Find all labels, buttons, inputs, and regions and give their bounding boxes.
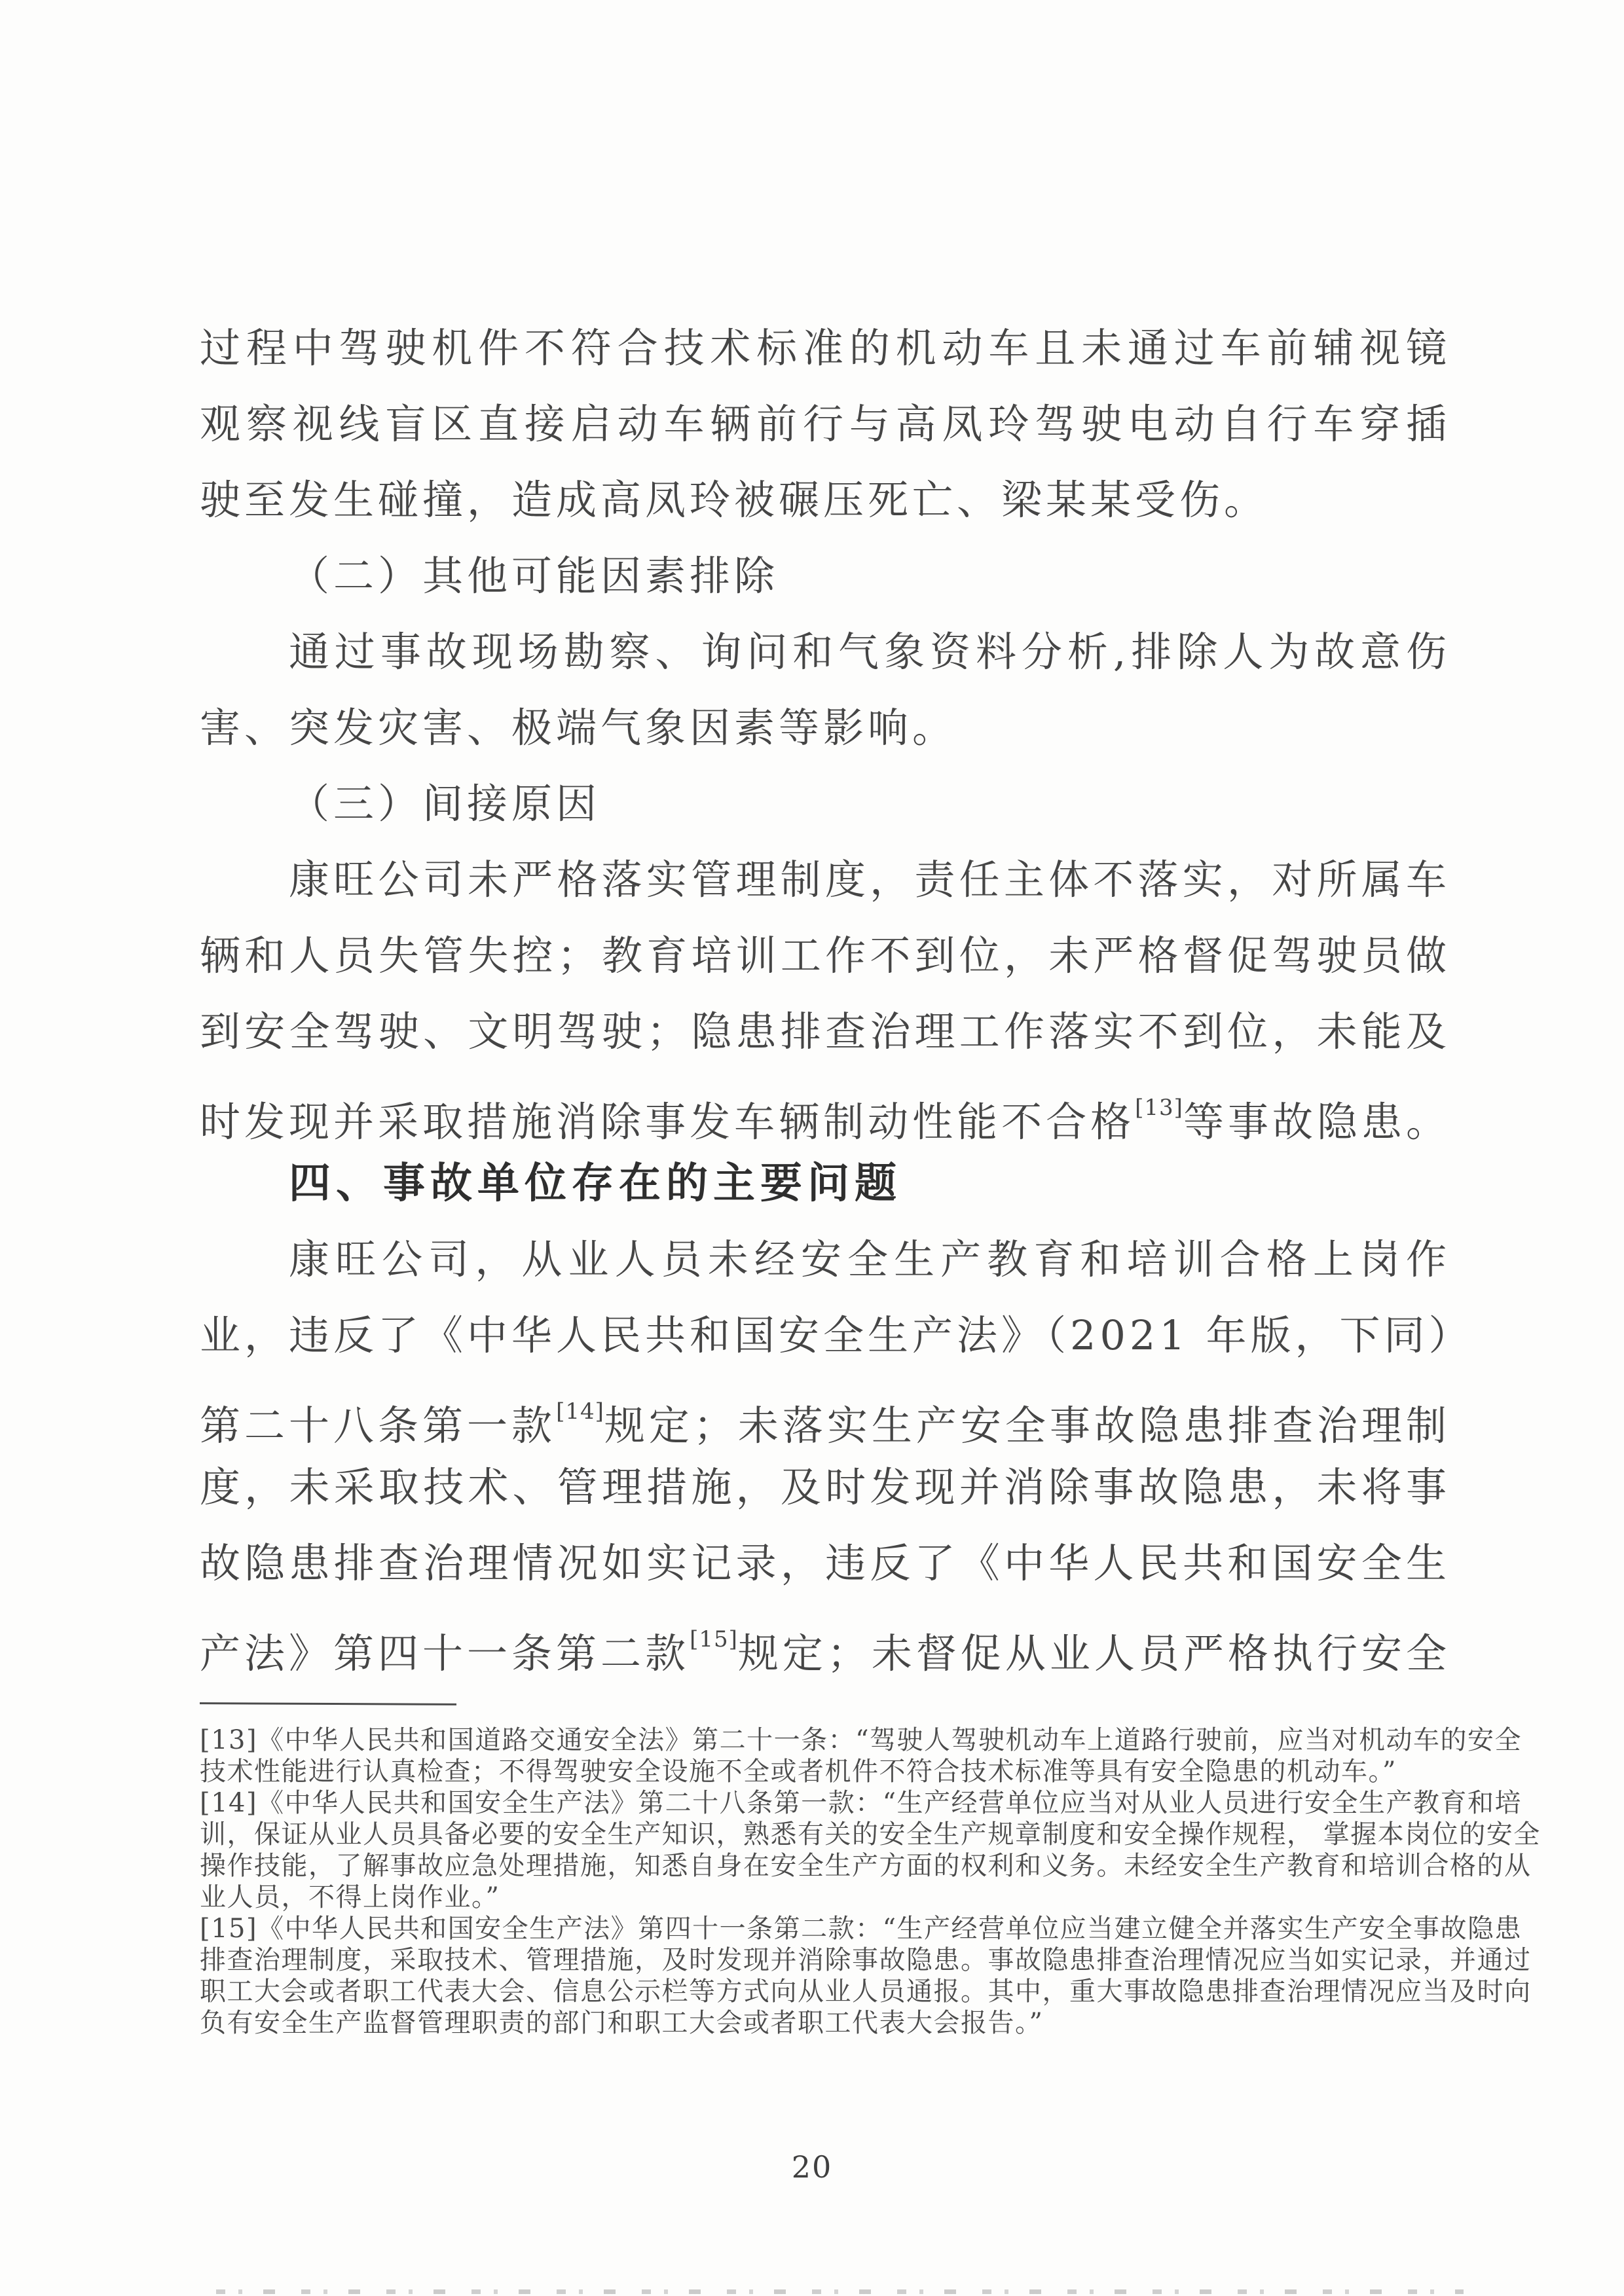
scan-artifact-strip [216, 2289, 1464, 2294]
body-line-text: 第二十八条第一款 [200, 1402, 557, 1449]
body-line: 康旺公司未严格落实管理制度，责任主体不落实，对所属车 [289, 856, 1450, 903]
footnote-line: 操作技能，了解事故应急处理措施，知悉自身在安全生产方面的权利和义务。未经安全生产教育和培训合格的从 [200, 1851, 1532, 1881]
footnote-line: 职工大会或者职工代表大会、信息公示栏等方式向从业人员通报。其中，重大事故隐患排查治理情况应当及时向 [200, 1977, 1532, 2007]
body-line: 观察视线盲区直接启动车辆前行与高凤玲驾驶电动自行车穿插 [200, 400, 1450, 448]
subsection-heading: （三）间接原因 [289, 780, 601, 828]
footnotes-block [200, 1724, 1541, 2039]
body-line: 度，未采取技术、管理措施，及时发现并消除事故隐患，未将事 [200, 1463, 1450, 1511]
body-line-text: 时发现并采取措施消除事发车辆制动性能不合格 [200, 1098, 1135, 1146]
body-line: 康旺公司，从业人员未经安全生产教育和培训合格上岗作 [289, 1235, 1450, 1283]
body-line: 辆和人员失管失控；教育培训工作不到位，未严格督促驾驶员做 [200, 932, 1450, 979]
body-line: 故隐患排查治理情况如实记录，违反了《中华人民共和国安全生 [200, 1539, 1450, 1587]
footnote-line: 负有安全生产监督管理职责的部门和职工大会或者职工代表大会报告。” [200, 2008, 1044, 2038]
body-line: 害、突发灾害、极端气象因素等影响。 [200, 704, 957, 752]
body-line: 驶至发生碰撞，造成高凤玲被碾压死亡、梁某某受伤。 [200, 476, 1269, 524]
footnote-line: [14]《中华人民共和国安全生产法》第二十八条第一款：“生产经营单位应当对从业人员进行安全生产教育和培 [200, 1788, 1522, 1818]
footnote-line: [15]《中华人民共和国安全生产法》第四十一条第二款：“生产经营单位应当建立健全并落实生产安全事故隐患 [200, 1914, 1522, 1944]
section-heading: 四、事故单位存在的主要问题 [289, 1159, 902, 1208]
body-line-text: 产法》第四十一条第二款 [200, 1630, 690, 1677]
body-line-text: 规定；未落实生产安全事故隐患排查治理制 [604, 1402, 1450, 1449]
body-line: 过程中驾驶机件不符合技术标准的机动车且未通过车前辅视镜 [200, 324, 1450, 372]
body-line: 到安全驾驶、文明驾驶；隐患排查治理工作落实不到位，未能及 [200, 1008, 1450, 1055]
body-text-block [200, 310, 1473, 1677]
body-line [200, 1374, 1450, 1449]
footnote-line: 技术性能进行认真检查；不得驾驶安全设施不全或者机件不符合技术标准等具有安全隐患的机动车。” [200, 1757, 1397, 1787]
footnote-line: 训，保证从业人员具备必要的安全生产知识，熟悉有关的安全生产规章制度和安全操作规程， 掌握本岗位的安全 [200, 1819, 1541, 1850]
footnote-ref-15: [15] [690, 1626, 738, 1652]
page-number: 20 [791, 2149, 833, 2185]
footnote-separator-rule [200, 1702, 456, 1705]
footnote-line: [13]《中华人民共和国道路交通安全法》第二十一条：“驾驶人驾驶机动车上道路行驶前，应当对机动车的安全 [200, 1725, 1522, 1755]
body-line [200, 1070, 1450, 1146]
footnote-line: 业人员，不得上岗作业。” [200, 1882, 500, 1912]
footnote-ref-14: [14] [556, 1398, 604, 1425]
footnote-line: 排查治理制度，采取技术、管理措施，及时发现并消除事故隐患。事故隐患排查治理情况应当如实记录，并通过 [200, 1945, 1532, 1975]
footnote-ref-13: [13] [1135, 1095, 1183, 1121]
subsection-heading: （二）其他可能因素排除 [289, 552, 779, 600]
body-line [200, 1601, 1450, 1677]
body-line-text: 等事故隐患。 [1183, 1098, 1450, 1146]
body-line-text: 规定；未督促从业人员严格执行安全 [737, 1630, 1450, 1677]
body-line: 通过事故现场勘察、询问和气象资料分析,排除人为故意伤 [289, 628, 1450, 676]
body-line: 业，违反了《中华人民共和国安全生产法》（2021 年版，下同） [200, 1311, 1473, 1359]
